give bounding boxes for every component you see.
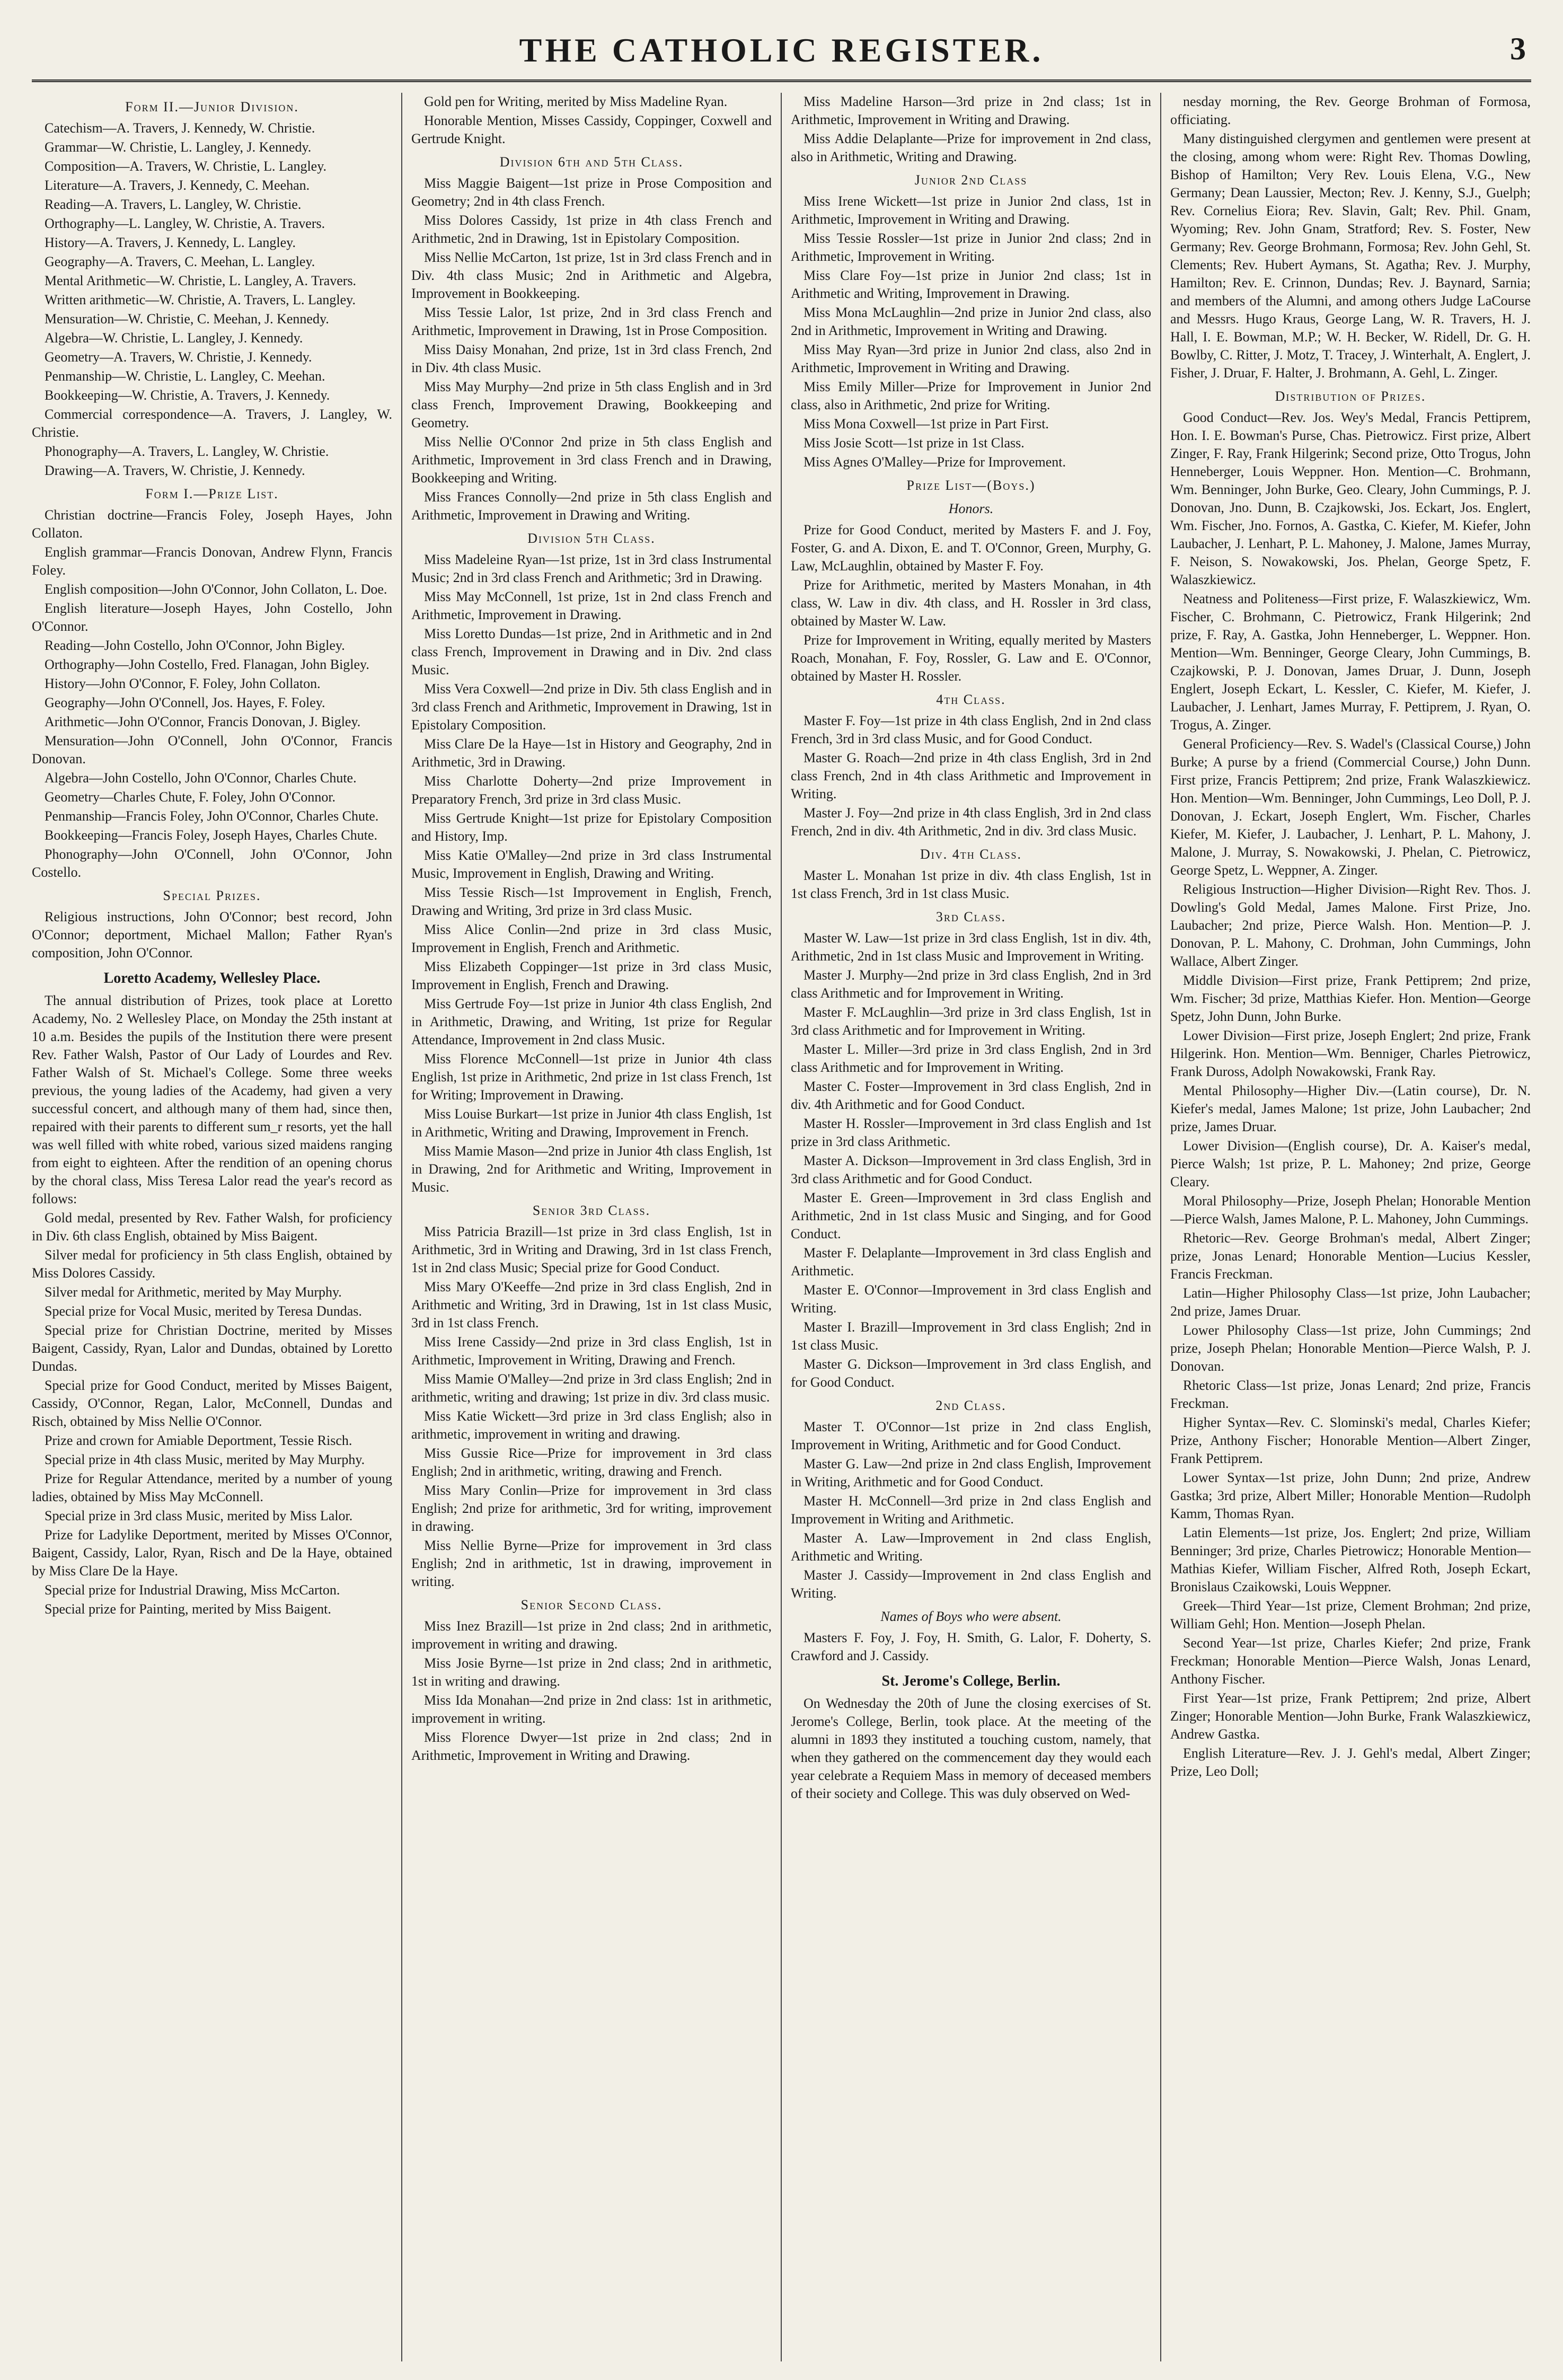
paragraph: Special prize for Christian Doctrine, merited by Misses Baigent, Cassidy, Ryan, Lalor and Dundas, obtained by Loretto Dundas. xyxy=(32,1323,392,1374)
section-heading: Honors. xyxy=(948,501,994,516)
paragraph: Mensuration—John O'Connell, John O'Connor, Francis Donovan. xyxy=(32,733,392,766)
paragraph: Miss Vera Coxwell—2nd prize in Div. 5th class English and in 3rd class French and Arithmetic, Improvement in Drawing, 1st in Epistolary Composition. xyxy=(411,681,772,733)
column-rule xyxy=(401,93,402,2361)
section-heading: Form I.—Prize List. xyxy=(145,486,279,501)
paragraph: Phonography—A. Travers, L. Langley, W. Christie. xyxy=(45,444,329,459)
paragraph: Miss Tessie Risch—1st Improvement in English, French, Drawing and Writing, 3rd prize in 3rd class Music. xyxy=(411,885,772,918)
paragraph: Master F. Foy—1st prize in 4th class English, 2nd in 2nd class French, 3rd in 3rd class Music, and for Good Conduct. xyxy=(791,713,1151,746)
paragraph: Master H. McConnell—3rd prize in 2nd class English and Improvement in Writing and Arithmetic. xyxy=(791,1493,1151,1527)
paragraph: Middle Division—First prize, Frank Pettiprem; 2nd prize, Wm. Fischer; 3d prize, Matthias Kiefer. Hon. Mention—George Spetz, John Dunn, John Burke. xyxy=(1170,973,1531,1024)
paragraph: Miss Mary Conlin—Prize for improvement in 3rd class English; 2nd prize for arithmetic, 3rd for writing, improvement in drawing. xyxy=(411,1483,772,1534)
paragraph: Miss Addie Delaplante—Prize for improvement in 2nd class, also in Arithmetic, Writing and Drawing. xyxy=(791,131,1151,164)
paragraph: Algebra—W. Christie, L. Langley, J. Kennedy. xyxy=(45,330,303,346)
paragraph: Miss Maggie Baigent—1st prize in Prose Composition and Geometry; 2nd in 4th class French. xyxy=(411,175,772,209)
section-heading: Distribution of Prizes. xyxy=(1275,389,1426,404)
paragraph: Miss Nellie Byrne—Prize for improvement in 3rd class English; 2nd in arithmetic, 1st in drawing, improvement in writing. xyxy=(411,1538,772,1589)
paragraph: English grammar—Francis Donovan, Andrew Flynn, Francis Foley. xyxy=(32,544,392,578)
column-rule xyxy=(1160,93,1161,2361)
section-heading: Special Prizes. xyxy=(163,888,261,903)
paragraph: Neatness and Politeness—First prize, F. Walaszkiewicz, Wm. Fischer, C. Brohmann, C. Pietrowicz, Frank Hilgerink; 2nd prize, F. Ray, A. Gastka, John Henneberger, L. Weppner. Hon. Mention—Wm. Benninger, George Cleary, John Cummings, B. Czajkowski, P. J. Donovan, James Druar, J. Dunn, Joseph Englert, Joseph Eckart, L. Kessler, C. Kiefer, M. Kiefer, J. Laubacher, J. Lenhart, James Murray, F. Pettiprem, J. Ryan, O. Trogus, A. Zinger. xyxy=(1170,591,1531,733)
paragraph: Special prize for Painting, merited by Miss Baigent. xyxy=(45,1601,331,1617)
page-number: 3 xyxy=(1510,31,1526,66)
paragraph: Gold medal, presented by Rev. Father Walsh, for proficiency in Div. 6th class English, obtained by Miss Baigent. xyxy=(32,1210,392,1244)
column-1 xyxy=(32,93,392,2361)
paragraph: Miss Elizabeth Coppinger—1st prize in 3rd class Music, Improvement in English, French and Drawing. xyxy=(411,959,772,992)
section-heading: Names of Boys who were absent. xyxy=(880,1609,1062,1624)
paragraph: Miss Katie O'Malley—2nd prize in 3rd class Instrumental Music, Improvement in English, Drawing and Writing. xyxy=(411,848,772,881)
paragraph: Miss Mary O'Keeffe—2nd prize in 3rd class English, 2nd in Arithmetic and Writing, 3rd in Drawing, 1st in 1st class Music, 3rd in 1st class French. xyxy=(411,1279,772,1330)
paragraph: Silver medal for proficiency in 5th class English, obtained by Miss Dolores Cassidy. xyxy=(32,1247,392,1281)
paragraph: The annual distribution of Prizes, took place at Loretto Academy, No. 2 Wellesley Place, on Monday the 25th instant at 10 a.m. Besides the pupils of the Institution there were present Rev. Father Walsh, Pastor of Our Lady of Lourdes and Rev. Father Walsh of St. Michael's College. Some three weeks previous, the young ladies of the Academy, had given a very successful concert, and although many of them had, since then, repaired with their parents to different sum_r resorts, yet the hall was well filled with white robed, various sized maidens ranging from eight to eighteen. After the rendition of an opening chorus by the choral class, Miss Teresa Lalor read the year's record as follows: xyxy=(32,993,392,1206)
paragraph: Prize and crown for Amiable Deportment, Tessie Risch. xyxy=(45,1433,352,1448)
paragraph: Miss Louise Burkart—1st prize in Junior 4th class English, 1st in Arithmetic, Writing and Drawing, Improvement in French. xyxy=(411,1106,772,1140)
paragraph: Master G. Law—2nd prize in 2nd class English, Improvement in Writing, Arithmetic and for Good Conduct. xyxy=(791,1456,1151,1489)
paragraph: Prize for Regular Attendance, merited by a number of young ladies, obtained by Miss May McConnell. xyxy=(32,1471,392,1504)
paragraph: Miss Irene Wickett—1st prize in Junior 2nd class, 1st in Arithmetic, Improvement in Writing and Drawing. xyxy=(791,193,1151,227)
article-columns xyxy=(32,93,1531,2361)
paragraph: Prize for Ladylike Deportment, merited by Misses O'Connor, Baigent, Cassidy, Lalor, Ryan, Risch and De la Haye, obtained by Miss Clare De la Haye. xyxy=(32,1527,392,1579)
paragraph: Penmanship—W. Christie, L. Langley, C. Meehan. xyxy=(45,368,325,384)
paragraph: Miss Mamie Mason—2nd prize in Junior 4th class English, 1st in Drawing, 2nd for Arithmetic and Writing, Improvement in Music. xyxy=(411,1143,772,1195)
section-heading: Junior 2nd Class xyxy=(914,172,1028,188)
paragraph: Bookkeeping—W. Christie, A. Travers, J. Kennedy. xyxy=(45,387,330,403)
paragraph: Drawing—A. Travers, W. Christie, J. Kennedy. xyxy=(45,463,305,478)
paragraph: Composition—A. Travers, W. Christie, L. Langley. xyxy=(45,158,327,174)
paragraph: Bookkeeping—Francis Foley, Joseph Hayes, Charles Chute. xyxy=(45,827,377,843)
paragraph: Good Conduct—Rev. Jos. Wey's Medal, Francis Pettiprem, Hon. I. E. Bowman's Purse, Chas. Pietrowicz. First prize, Albert Zinger, F. Ray, Frank Hilgerink; Second prize, Otto Trogus, John Henneberger, Louis Weppner. Hon. Mention—C. Brohmann, Wm. Benninger, John Burke, Geo. Cleary, John Cummings, P. J. Donovan, Jno. Dunn, B. Czajkowski, Jos. Eckart, Jos. Englert, Wm. Fischer, Jno. Fornos, A. Gastka, C. Kiefer, M. Kiefer, John Laubacher, J. Lenhart, P. L. Mahoney, J. Malone, James Murray, F. Neison, S. Nowakowski, Jos. Phelan, George Spetz, F. Walaszkiewicz. xyxy=(1170,410,1531,587)
paragraph: Lower Division—First prize, Joseph Englert; 2nd prize, Frank Hilgerink. Hon. Mention—Wm. Benniger, Charles Pietrowicz, Frank Duross, Adolph Nowakowski, Frank Ray. xyxy=(1170,1028,1531,1079)
section-heading: Div. 4th Class. xyxy=(920,847,1022,862)
paragraph: Miss Agnes O'Malley—Prize for Improvement. xyxy=(803,454,1066,470)
paragraph: Second Year—1st prize, Charles Kiefer; 2nd prize, Frank Freckman; Honorable Mention—Pierce Walsh, Jonas Lenard, Anthony Fischer. xyxy=(1170,1635,1531,1687)
paragraph: Latin Elements—1st prize, Jos. Englert; 2nd prize, William Benninger; 3rd prize, Charles Pietrowicz; Honorable Mention—Mathias Kiefer, William Fischer, Alfred Roth, Joseph Eckart, Bronislaus Czaikowski, Louis Weppner. xyxy=(1170,1525,1531,1594)
paragraph: Religious Instruction—Higher Division—Right Rev. Thos. J. Dowling's Gold Medal, James Malone. First Prize, Jno. Laubacher; 2nd prize, Pierce Walsh. Hon. Mention—P. J. Donovan, P. L. Mahony, C. Drohman, John Cummings, John Wallace, Albert Zinger. xyxy=(1170,882,1531,969)
paragraph: First Year—1st prize, Frank Pettiprem; 2nd prize, Albert Zinger; Honorable Mention—John Burke, Frank Walaszkiewicz, Andrew Gastka. xyxy=(1170,1690,1531,1742)
paragraph: Miss May McConnell, 1st prize, 1st in 2nd class French and Arithmetic, Improvement in Drawing. xyxy=(411,589,772,622)
section-heading: St. Jerome's College, Berlin. xyxy=(881,1673,1061,1689)
paragraph: Lower Philosophy Class—1st prize, John Cummings; 2nd prize, Joseph Phelan; Honorable Mention—Pierce Walsh, P. J. Donovan. xyxy=(1170,1323,1531,1374)
paragraph: Miss Nellie O'Connor 2nd prize in 5th class English and Arithmetic, Improvement in 3rd class French and in Drawing, Bookkeeping and Writing. xyxy=(411,434,772,486)
section-heading: Loretto Academy, Wellesley Place. xyxy=(103,970,321,986)
paragraph: Master E. O'Connor—Improvement in 3rd class English and Writing. xyxy=(791,1282,1151,1316)
paragraph: Master A. Law—Improvement in 2nd class English, Arithmetic and Writing. xyxy=(791,1530,1151,1564)
paragraph: Rhetoric—Rev. George Brohman's medal, Albert Zinger; prize, Jonas Lenard; Honorable Mention—Lucius Kessler, Francis Freckman. xyxy=(1170,1230,1531,1282)
paragraph: Miss Gertrude Knight—1st prize for Epistolary Composition and History, Imp. xyxy=(411,810,772,844)
paragraph: Master W. Law—1st prize in 3rd class English, 1st in div. 4th, Arithmetic, 2nd in 1st class Music and Improvement in Writing. xyxy=(791,930,1151,964)
paragraph: Miss Daisy Monahan, 2nd prize, 1st in 3rd class French, 2nd in Div. 4th class Music. xyxy=(411,342,772,375)
paragraph: History—A. Travers, J. Kennedy, L. Langley. xyxy=(45,235,296,250)
paragraph: English Literature—Rev. J. J. Gehl's medal, Albert Zinger; Prize, Leo Doll; xyxy=(1170,1746,1531,1779)
paragraph: Master L. Monahan 1st prize in div. 4th class English, 1st in 1st class French, 3rd in 1st class Music. xyxy=(791,868,1151,901)
paragraph: Miss Florence McConnell—1st prize in Junior 4th class English, 1st prize in Arithmetic, 2nd prize in 1st class French, 1st for Writing; Improvement in Drawing. xyxy=(411,1051,772,1103)
paragraph: Miss Mamie O'Malley—2nd prize in 3rd class English; 2nd in arithmetic, writing and drawing; 1st prize in div. 3rd class music. xyxy=(411,1371,772,1405)
paragraph: Master E. Green—Improvement in 3rd class English and Arithmetic, 2nd in 1st class Music and Singing, and for Good Conduct. xyxy=(791,1190,1151,1241)
paragraph: Master J. Murphy—2nd prize in 3rd class English, 2nd in 3rd class Arithmetic and for Improvement in Writing. xyxy=(791,967,1151,1001)
paragraph: Latin—Higher Philosophy Class—1st prize, John Laubacher; 2nd prize, James Druar. xyxy=(1170,1285,1531,1319)
paragraph: Miss Loretto Dundas—1st prize, 2nd in Arithmetic and in 2nd class French, Improvement in Drawing and in Div. 2nd class Music. xyxy=(411,626,772,677)
paragraph: Miss Charlotte Doherty—2nd prize Improvement in Preparatory French, 3rd prize in 3rd class Music. xyxy=(411,773,772,807)
paragraph: Orthography—John Costello, Fred. Flanagan, John Bigley. xyxy=(45,657,369,672)
paragraph: Master G. Dickson—Improvement in 3rd class English, and for Good Conduct. xyxy=(791,1356,1151,1390)
column-2 xyxy=(411,93,772,2361)
paragraph: Master F. McLaughlin—3rd prize in 3rd class English, 1st in 3rd class Arithmetic and for Improvement in Writing. xyxy=(791,1004,1151,1038)
paragraph: Reading—John Costello, John O'Connor, John Bigley. xyxy=(45,638,345,653)
paragraph: Miss Tessie Lalor, 1st prize, 2nd in 3rd class French and Arithmetic, Improvement in Drawing, 1st in Prose Composition. xyxy=(411,305,772,338)
paragraph: Special prize for Good Conduct, merited by Misses Baigent, Cassidy, O'Connor, Regan, Lalor, McConnell, Dundas and Risch, obtained by Miss Nellie O'Connor. xyxy=(32,1378,392,1429)
paragraph: Grammar—W. Christie, L. Langley, J. Kennedy. xyxy=(45,139,312,155)
paragraph: Master L. Miller—3rd prize in 3rd class English, 2nd in 3rd class Arithmetic and for Improvement in Writing. xyxy=(791,1042,1151,1075)
paragraph: Special prize for Vocal Music, merited by Teresa Dundas. xyxy=(45,1303,362,1319)
paragraph: Master G. Roach—2nd prize in 4th class English, 3rd in 2nd class French, 2nd in 4th class Arithmetic and Improvement in Writing. xyxy=(791,750,1151,801)
paragraph: Higher Syntax—Rev. C. Slominski's medal, Charles Kiefer; Prize, Anthony Fischer; Honorable Mention—Albert Zinger, Frank Pettiprem. xyxy=(1170,1415,1531,1466)
paragraph: Greek—Third Year—1st prize, Clement Brohman; 2nd prize, William Gehl; Hon. Mention—Joseph Phelan. xyxy=(1170,1598,1531,1632)
paragraph: Algebra—John Costello, John O'Connor, Charles Chute. xyxy=(45,770,357,786)
paragraph: Miss Florence Dwyer—1st prize in 2nd class; 2nd in Arithmetic, Improvement in Writing and Drawing. xyxy=(411,1730,772,1763)
paragraph: Miss Madeleine Ryan—1st prize, 1st in 3rd class Instrumental Music; 2nd in 3rd class French and Arithmetic; 3rd in Drawing. xyxy=(411,552,772,585)
paragraph: Miss Nellie McCarton, 1st prize, 1st in 3rd class French and in Div. 4th class Music; 2nd in Arithmetic and Algebra, Improvement in Bookkeeping. xyxy=(411,250,772,301)
paragraph: Miss Mona Coxwell—1st prize in Part First. xyxy=(803,416,1049,431)
paragraph: Gold pen for Writing, merited by Miss Madeline Ryan. xyxy=(424,94,728,109)
section-heading: 2nd Class. xyxy=(935,1398,1006,1413)
paragraph: Reading—A. Travers, L. Langley, W. Christie. xyxy=(45,197,302,212)
paragraph: Catechism—A. Travers, J. Kennedy, W. Christie. xyxy=(45,120,315,136)
masthead xyxy=(32,21,1531,82)
paragraph: Rhetoric Class—1st prize, Jonas Lenard; 2nd prize, Francis Freckman. xyxy=(1170,1378,1531,1411)
paragraph: Miss Katie Wickett—3rd prize in 3rd class English; also in arithmetic, improvement in writing and drawing. xyxy=(411,1408,772,1442)
paragraph: Many distinguished clergymen and gentlemen were present at the closing, among whom were: Right Rev. Thomas Dowling, Bishop of Hamilton; Very Rev. Louis Elena, V.G., New Germany; Dean Laussier, Mecton; Rev. J. Kenny, S.J., Guelph; Rev. Cornelius Eiora; Rev. Slavin, Galt; Rev. Phil. Gnam, Wyoming; Rev. John Gnam, Stratford; Rev. S. Foster, New Germany; Rev. George Brohmann, Formosa; Rev. John Gehl, St. Clements; Rev. Hubert Aymans, St. Agatha; Rev. J. Murphy, Hamilton; Rev. E. Crinnon, Dundas; Rev. J. Baynard, Sarnia; and members of the Alumni, and among others Judge LaCourse and Messrs. Hugo Kraus, George Lang, W. R. Travers, H. J. Hall, I. E. Bowman, M.P.; W. H. Becker, W. Ridell, Dr. G. H. Bowlby, C. Ritter, J. Motz, T. Tracey, J. Winterhalt, A. Englert, J. Fisher, J. Druar, F. Halter, J. Brohmann, A. Gehl, L. Zinger. xyxy=(1170,131,1531,381)
paragraph: Prize for Good Conduct, merited by Masters F. and J. Foy, Foster, G. and A. Dixon, E. and T. O'Connor, Green, Murphy, G. Law, McLaughlin, obtained by Master F. Foy. xyxy=(791,522,1151,574)
paragraph: Master C. Foster—Improvement in 3rd class English, 2nd in div. 4th Arithmetic and for Good Conduct. xyxy=(791,1079,1151,1112)
paragraph: Master H. Rossler—Improvement in 3rd class English and 1st prize in 3rd class Arithmetic. xyxy=(791,1116,1151,1149)
paragraph: Geography—John O'Connell, Jos. Hayes, F. Foley. xyxy=(45,695,325,710)
column-4 xyxy=(1170,93,1531,2361)
paragraph: Miss Patricia Brazill—1st prize in 3rd class English, 1st in Arithmetic, 3rd in Writing and Drawing, 3rd in 1st class French, 1st in 2nd class Music; Special prize for Good Conduct. xyxy=(411,1224,772,1275)
paragraph: Master A. Dickson—Improvement in 3rd class English, 3rd in 3rd class Arithmetic and for Good Conduct. xyxy=(791,1153,1151,1186)
paragraph: Miss Gertrude Foy—1st prize in Junior 4th class English, 2nd in Arithmetic, Drawing, and Writing, 1st prize for Regular Attendance, Improvement in 2nd class Music. xyxy=(411,996,772,1047)
paragraph: Miss Emily Miller—Prize for Improvement in Junior 2nd class, also in Arithmetic, 2nd prize for Writing. xyxy=(791,379,1151,412)
paragraph: Honorable Mention, Misses Cassidy, Coppinger, Coxwell and Gertrude Knight. xyxy=(411,113,772,146)
paragraph: Lower Division—(English course), Dr. A. Kaiser's medal, Pierce Walsh; 1st prize, P. L. Mahoney; 2nd prize, George Cleary. xyxy=(1170,1138,1531,1189)
section-heading: Form II.—Junior Division. xyxy=(125,99,299,114)
paragraph: Miss Gussie Rice—Prize for improvement in 3rd class English; 2nd in arithmetic, writing, drawing and French. xyxy=(411,1445,772,1479)
paragraph: Miss Madeline Harson—3rd prize in 2nd class; 1st in Arithmetic, Improvement in Writing and Drawing. xyxy=(791,94,1151,127)
paragraph: Lower Syntax—1st prize, John Dunn; 2nd prize, Andrew Gastka; 3rd prize, Albert Miller; Honorable Mention—Rudolph Kamm, Thomas Ryan. xyxy=(1170,1470,1531,1521)
newspaper-title: THE CATHOLIC REGISTER. xyxy=(519,31,1044,69)
paragraph: Miss Clare De la Haye—1st in History and Geography, 2nd in Arithmetic, 3rd in Drawing. xyxy=(411,736,772,770)
paragraph: Prize for Arithmetic, merited by Masters Monahan, in 4th class, W. Law in div. 4th class, and H. Rossler in 3rd class, obtained by Master W. Law. xyxy=(791,577,1151,629)
paragraph: Master J. Foy—2nd prize in 4th class English, 3rd in 2nd class French, 2nd in div. 4th Arithmetic, 2nd in div. 3rd class Music. xyxy=(791,805,1151,839)
paragraph: Miss Frances Connolly—2nd prize in 5th class English and Arithmetic, Improvement in Drawing and Writing. xyxy=(411,489,772,523)
paragraph: Miss Dolores Cassidy, 1st prize in 4th class French and Arithmetic, 2nd in Drawing, 1st in Epistolary Composition. xyxy=(411,213,772,246)
paragraph: Phonography—John O'Connell, John O'Connor, John Costello. xyxy=(32,847,392,880)
section-heading: 4th Class. xyxy=(936,692,1006,707)
paragraph: General Proficiency—Rev. S. Wadel's (Classical Course,) John Burke; A purse by a friend (Commercial Course,) John Dunn. First prize, Francis Pettiprem; 2nd prize, Frank Walaszkiewicz. Hon. Mention—Wm. Benninger, John Cummings, Leo Doll, P. J. Donovan, J. Eckart, Joseph Englert, Wm. Fischer, Charles Kiefer, M. Kiefer, J. Laubacher, J. Lenhart, P. L. Mahony, J. Malone, J. Murray, S. Nowakowski, J. Phelan, C. Pietrowicz, George Spetz, L. Weppner, A. Zinger. xyxy=(1170,736,1531,878)
paragraph: Miss Clare Foy—1st prize in Junior 2nd class; 1st in Arithmetic and Writing, Improvement in Drawing. xyxy=(791,268,1151,301)
paragraph: English composition—John O'Connor, John Collaton, L. Doe. xyxy=(45,581,387,597)
paragraph: Mental Arithmetic—W. Christie, L. Langley, A. Travers. xyxy=(45,273,357,288)
paragraph: Miss May Murphy—2nd prize in 5th class English and in 3rd class French, Improvement Drawing, Bookkeeping and Geometry. xyxy=(411,379,772,430)
paragraph: Miss Irene Cassidy—2nd prize in 3rd class English, 1st in Arithmetic, Improvement in Writing, Drawing and French. xyxy=(411,1334,772,1368)
paragraph: Silver medal for Arithmetic, merited by May Murphy. xyxy=(45,1284,342,1300)
paragraph: Miss Mona McLaughlin—2nd prize in Junior 2nd class, also 2nd in Arithmetic, Improvement in Writing and Drawing. xyxy=(791,305,1151,338)
paragraph: Miss Ida Monahan—2nd prize in 2nd class: 1st in arithmetic, improvement in writing. xyxy=(411,1693,772,1726)
paragraph: Religious instructions, John O'Connor; best record, John O'Connor; deportment, Michael Mallon; Father Ryan's composition, John O'Connor. xyxy=(32,909,392,960)
section-heading: Senior Second Class. xyxy=(520,1597,663,1612)
section-heading: Prize List—(Boys.) xyxy=(906,478,1036,493)
paragraph: Miss Josie Byrne—1st prize in 2nd class; 2nd in arithmetic, 1st in writing and drawing. xyxy=(411,1655,772,1689)
paragraph: Special prize in 3rd class Music, merited by Miss Lalor. xyxy=(45,1508,353,1523)
paragraph: Master T. O'Connor—1st prize in 2nd class English, Improvement in Writing, Arithmetic and for Good Conduct. xyxy=(791,1419,1151,1452)
paragraph: nesday morning, the Rev. George Brohman of Formosa, officiating. xyxy=(1170,94,1531,127)
paragraph: Mental Philosophy—Higher Div.—(Latin course), Dr. N. Kiefer's medal, James Malone; 1st prize, John Laubacher; 2nd prize, James Druar. xyxy=(1170,1083,1531,1134)
section-heading: 3rd Class. xyxy=(935,909,1006,924)
paragraph: Arithmetic—John O'Connor, Francis Donovan, J. Bigley. xyxy=(45,714,361,729)
paragraph: Christian doctrine—Francis Foley, Joseph Hayes, John Collaton. xyxy=(32,507,392,541)
paragraph: Miss Josie Scott—1st prize in 1st Class. xyxy=(803,435,1025,451)
paragraph: Master I. Brazill—Improvement in 3rd class English; 2nd in 1st class Music. xyxy=(791,1319,1151,1353)
paragraph: Literature—A. Travers, J. Kennedy, C. Meehan. xyxy=(45,178,310,193)
paragraph: Master J. Cassidy—Improvement in 2nd class English and Writing. xyxy=(791,1567,1151,1601)
paragraph: Prize for Improvement in Writing, equally merited by Masters Roach, Monahan, F. Foy, Rossler, G. Law and E. O'Connor, obtained by Master H. Rossler. xyxy=(791,632,1151,684)
section-heading: Division 6th and 5th Class. xyxy=(499,154,684,170)
paragraph: English literature—Joseph Hayes, John Costello, John O'Connor. xyxy=(32,601,392,634)
paragraph: Miss Alice Conlin—2nd prize in 3rd class Music, Improvement in English, French and Arithmetic. xyxy=(411,922,772,955)
paragraph: Master F. Delaplante—Improvement in 3rd class English and Arithmetic. xyxy=(791,1245,1151,1279)
paragraph: Miss Inez Brazill—1st prize in 2nd class; 2nd in arithmetic, improvement in writing and drawing. xyxy=(411,1618,772,1652)
column-3 xyxy=(791,93,1151,2361)
paragraph: Written arithmetic—W. Christie, A. Travers, L. Langley. xyxy=(45,292,356,307)
paragraph: Commercial correspondence—A. Travers, J. Langley, W. Christie. xyxy=(32,407,392,440)
paragraph: Orthography—L. Langley, W. Christie, A. Travers. xyxy=(45,216,325,231)
section-heading: Senior 3rd Class. xyxy=(532,1203,651,1218)
paragraph: Penmanship—Francis Foley, John O'Connor, Charles Chute. xyxy=(45,808,379,824)
paragraph: On Wednesday the 20th of June the closing exercises of St. Jerome's College, Berlin, took place. At the meeting of the alumni in 1893 they instituted a touching custom, namely, that when they gathered on the commencement day they would each year celebrate a Requiem Mass in memory of deceased members of their society and College. This was duly observed on Wed- xyxy=(791,1696,1151,1801)
paragraph: Special prize for Industrial Drawing, Miss McCarton. xyxy=(45,1582,340,1598)
paragraph: Miss May Ryan—3rd prize in Junior 2nd class, also 2nd in Arithmetic, Improvement in Writing and Drawing. xyxy=(791,342,1151,375)
paragraph: Masters F. Foy, J. Foy, H. Smith, G. Lalor, F. Doherty, S. Crawford and J. Cassidy. xyxy=(791,1630,1151,1663)
paragraph: Moral Philosophy—Prize, Joseph Phelan; Honorable Mention—Pierce Walsh, James Malone, P. L. Mahoney, John Cummings. xyxy=(1170,1193,1531,1227)
paragraph: History—John O'Connor, F. Foley, John Collaton. xyxy=(45,676,321,691)
paragraph: Geometry—A. Travers, W. Christie, J. Kennedy. xyxy=(45,349,312,365)
paragraph: Miss Tessie Rossler—1st prize in Junior 2nd class; 2nd in Arithmetic, Improvement in Writing. xyxy=(791,231,1151,264)
column-rule xyxy=(781,93,782,2361)
paragraph: Special prize in 4th class Music, merited by May Murphy. xyxy=(45,1452,365,1467)
paragraph: Mensuration—W. Christie, C. Meehan, J. Kennedy. xyxy=(45,311,329,327)
paragraph: Geography—A. Travers, C. Meehan, L. Langley. xyxy=(45,254,315,269)
paragraph: Geometry—Charles Chute, F. Foley, John O'Connor. xyxy=(45,789,336,805)
section-heading: Division 5th Class. xyxy=(527,531,656,546)
